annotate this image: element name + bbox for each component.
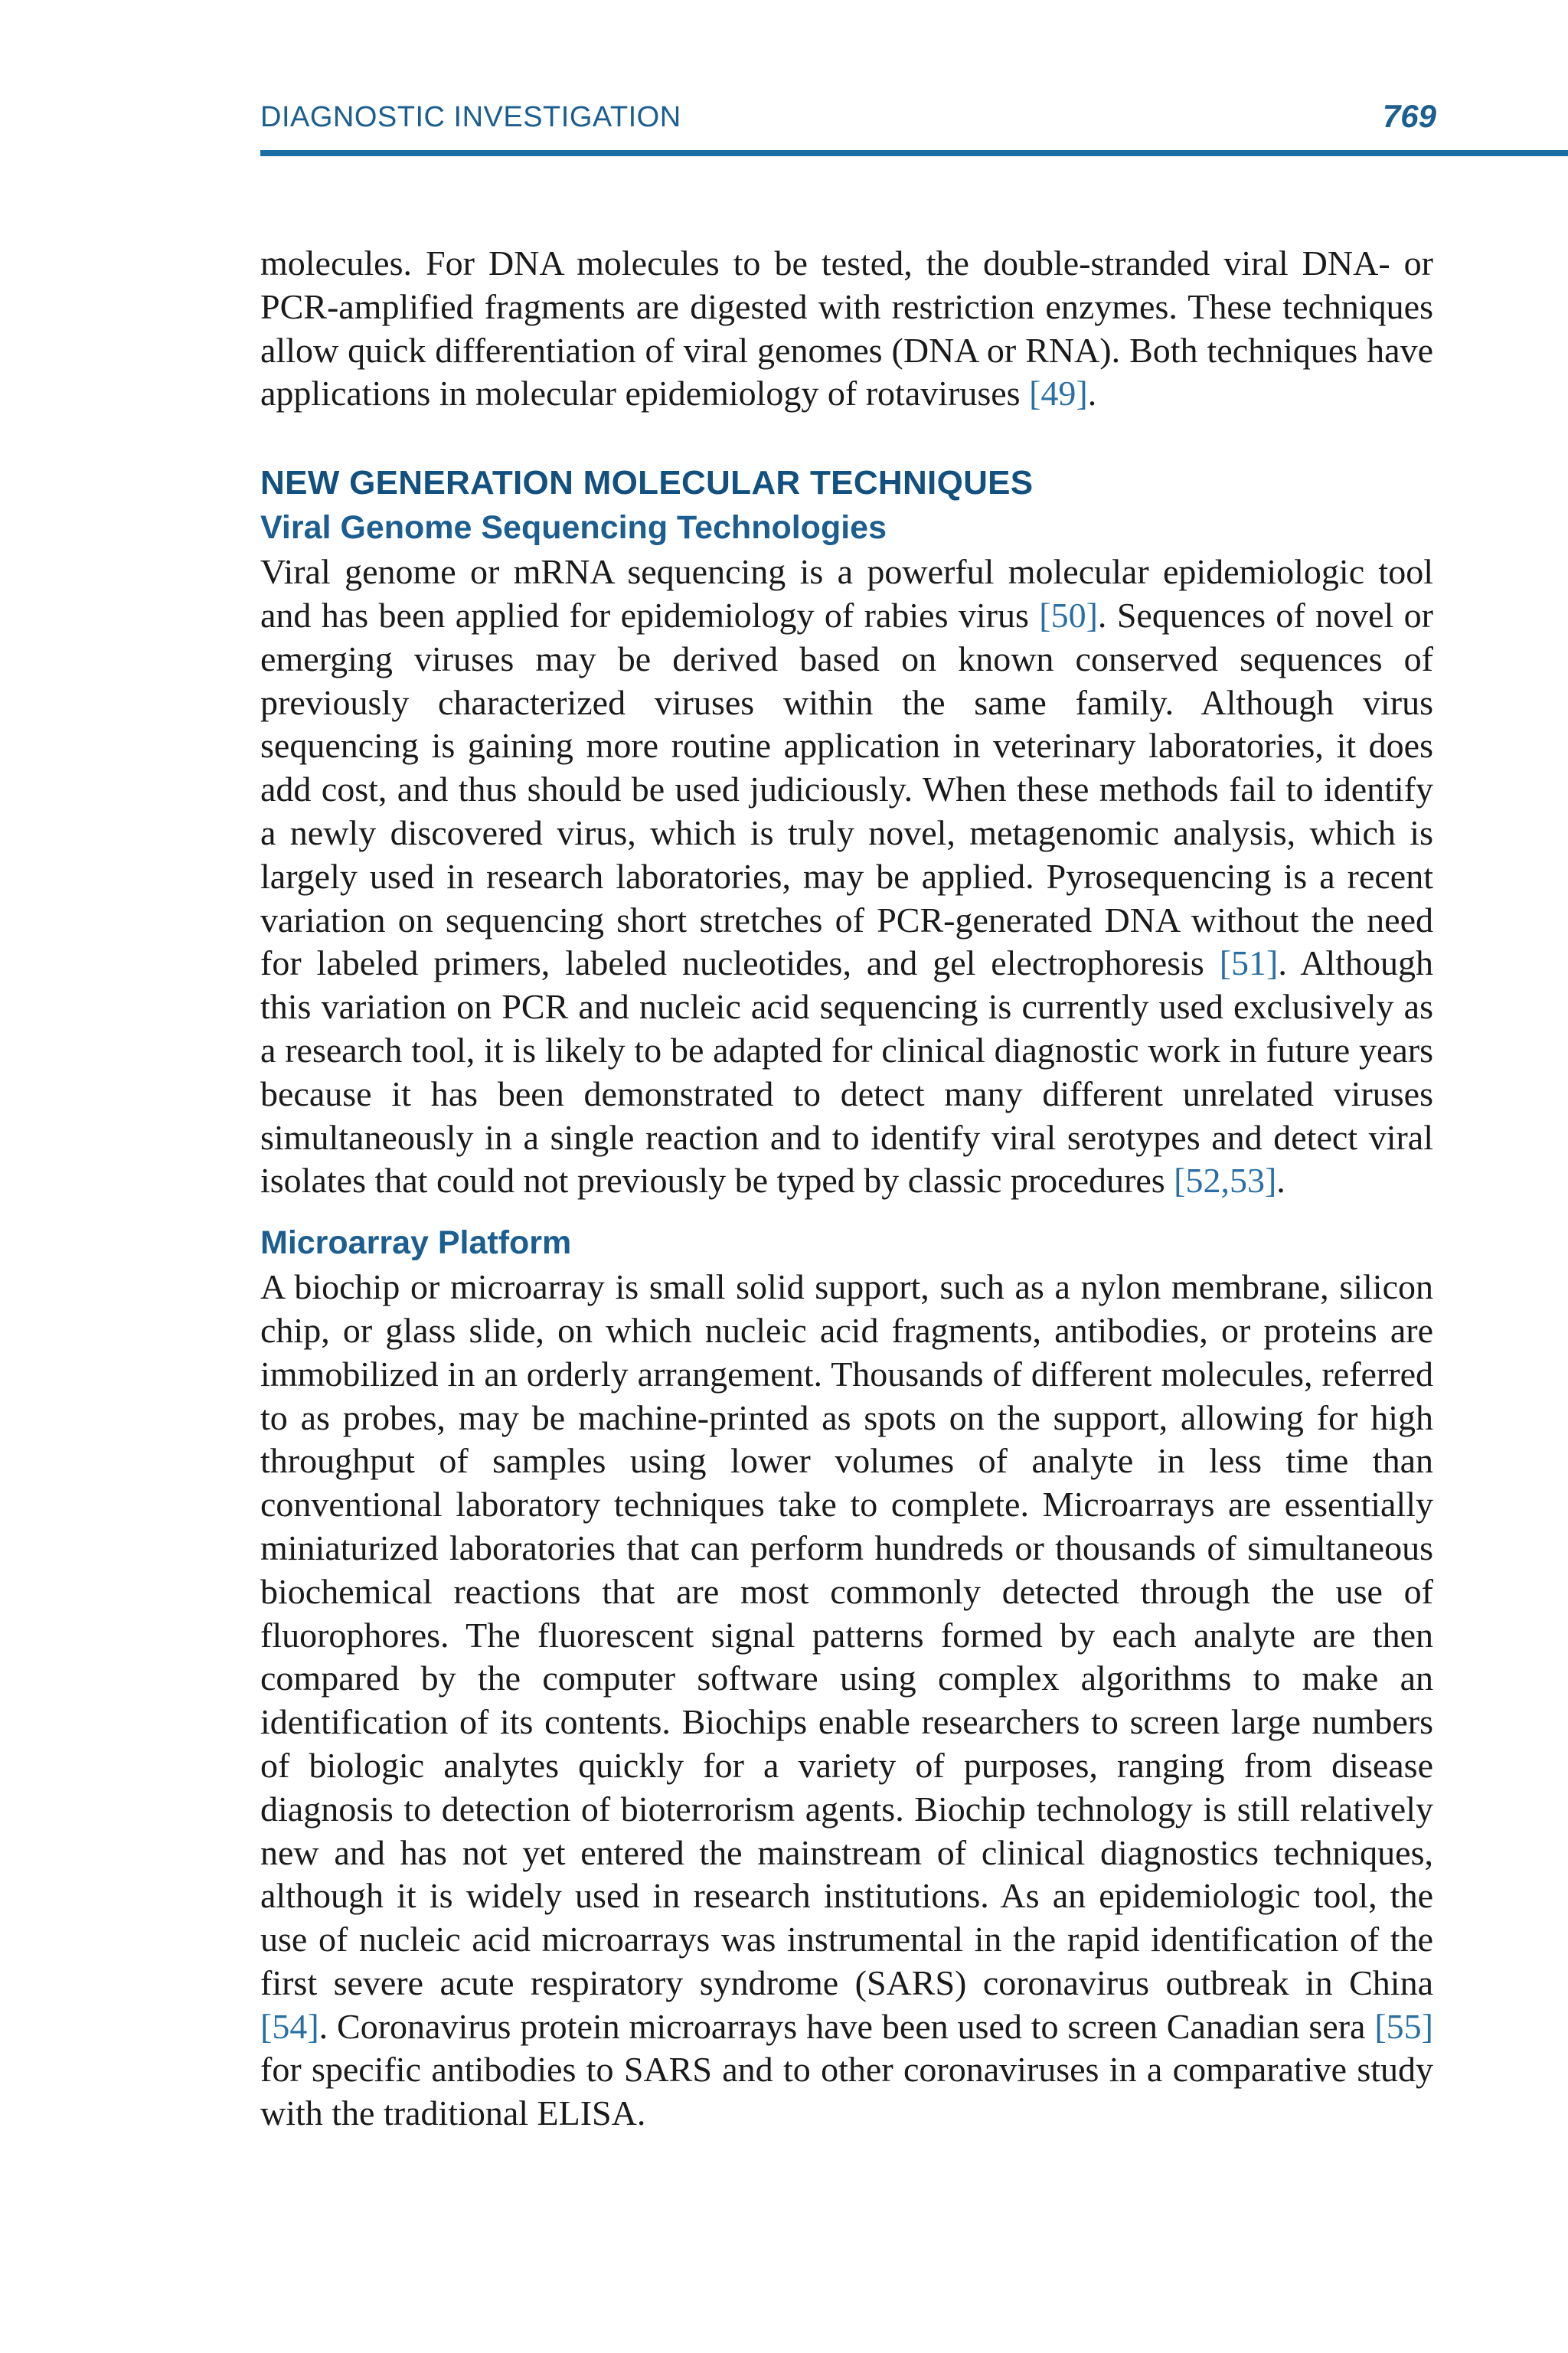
microarray-paragraph (260, 1266, 1433, 2136)
citation-link[interactable]: [55] (1374, 2006, 1433, 2046)
sequencing-text-3: . Although this variation on PCR and nucleic acid sequencing is currently used exclusively as a research tool, it is likely to be adapted for clinical diagnostic work in future years because it has been demonstrated to detect many different unrelated viruses simultaneously in a single reaction and to identify viral serotypes and detect viral isolates that could not previously be typed by classic procedures (260, 943, 1433, 1201)
citation-link[interactable]: [50] (1039, 595, 1098, 635)
citation-link[interactable]: [52,53] (1174, 1161, 1277, 1201)
intro-text: molecules. For DNA molecules to be tested, the double-stranded viral DNA- or PCR-amplified fragments are digested with restriction enzymes. These techniques allow quick differentiation of viral genomes (DNA or RNA). Both techniques have applications in molecular epidemiology of rotaviruses (260, 243, 1433, 413)
sequencing-text-2: . Sequences of novel or emerging viruses may be derived based on known conserved sequences of previously characterized viruses within the same family. Although virus sequencing is gaining more routine application in veterinary laboratories, it does add cost, and thus should be used judiciously. When these methods fail to identify a newly discovered virus, which is truly novel, metagenomic analysis, which is largely used in research laboratories, may be applied. Pyrosequencing is a recent variation on sequencing short stretches of PCR-generated DNA without the need for labeled primers, labeled nucleotides, and gel electrophoresis (260, 595, 1433, 983)
intro-end: . (1087, 374, 1097, 413)
sequencing-text-1: Viral genome or mRNA sequencing is a powerful molecular epidemiologic tool and has been applied for epidemiology of rabies virus (260, 552, 1433, 635)
running-head (260, 98, 1436, 144)
subsection-heading-microarray: Microarray Platform (260, 1224, 572, 1262)
citation-link[interactable]: [54] (260, 2006, 319, 2046)
header-rule (260, 150, 1568, 156)
microarray-text-1: A biochip or microarray is small solid support, such as a nylon membrane, silicon chip, or glass slide, on which nucleic acid fragments, antibodies, or proteins are immobilized in an orderly arrangement. Thousands of different molecules, referred to as probes, may be machine-printed as spots on the support, allowing for high throughput of samples using lower volumes of analyte in less time than conventional laboratory techniques take to complete. Microarrays are essentially miniaturized laboratories that can perform hundreds or thousands of simultaneous biochemical reactions that are most commonly detected through the use of fluorophores. The fluorescent signal patterns formed by each analyte are then compared by the computer software using complex algorithms to make an identification of its contents. Biochips enable researchers to screen large numbers of biologic analytes quickly for a variety of purposes, ranging from disease diagnosis to detection of bioterrorism agents. Biochip technology is still relatively new and has not yet entered the mainstream of clinical diagnostics techniques, although it is widely used in research institutions. As an epidemiologic tool, the use of nucleic acid microarrays was instrumental in the rapid identification of the first severe acute respiratory syndrome (SARS) coronavirus outbreak in China (260, 1267, 1433, 2002)
page-number: 769 (1382, 98, 1436, 134)
microarray-text-3: for specific antibodies to SARS and to other coronaviruses in a comparative study with the traditional ELISA. (260, 2050, 1433, 2133)
citation-link[interactable]: [49] (1029, 374, 1088, 413)
page-body (260, 242, 1433, 2136)
subsection-heading-sequencing: Viral Genome Sequencing Technologies (260, 509, 887, 547)
microarray-text-2: . Coronavirus protein microarrays have been used to screen Canadian sera (318, 2006, 1375, 2046)
intro-paragraph (260, 242, 1433, 416)
section-heading: NEW GENERATION MOLECULAR TECHNIQUES (260, 464, 1034, 502)
sequencing-text-4: . (1276, 1161, 1285, 1201)
running-title: DIAGNOSTIC INVESTIGATION (260, 101, 681, 133)
sequencing-paragraph (260, 551, 1433, 1203)
citation-link[interactable]: [51] (1219, 943, 1279, 983)
